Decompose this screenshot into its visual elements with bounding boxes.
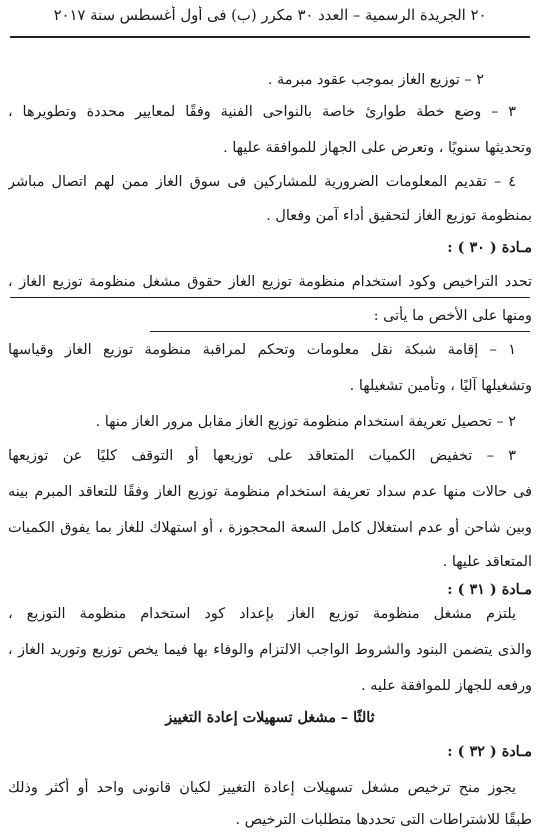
text-line: وتشغيلها آليًا ، وتأمين تشغيلها .	[349, 378, 532, 394]
text-line: تحدد التراخيص وكود استخدام منظومة توزيع الغاز حقوق مشغل منظومة توزيع الغاز ،	[8, 274, 532, 290]
article-heading: مـادة ( ٣١ ) :	[447, 581, 532, 598]
text-line: ٤ – تقديم المعلومات الضرورية للمشاركين فى سوق الغاز ممن لهم اتصال مباشر	[8, 174, 516, 190]
text-line: يجوز منح ترخيص مشغل تسهيلات إعادة التغييز لكيان قانونى واحد أو أكثر وذلك	[8, 780, 516, 796]
article-heading: مـادة ( ٣٠ ) :	[447, 239, 532, 256]
section-heading: ثالثًا – مشغل تسهيلات إعادة التغييز	[165, 709, 375, 726]
text-line: ٣ – تخفيض الكميات المتعاقد على توزيعها أو التوقف كليًا عن توزيعها	[8, 448, 516, 464]
text-line: طبقًا للاشتراطات التى تحددها متطلبات الترخيص .	[235, 812, 532, 828]
text-line: يلتزم مشغل منظومة توزيع الغاز بإعداد كود استخدام منظومة التوزيع ،	[8, 606, 516, 622]
text-line: ٢ – تحصيل تعريفة استخدام منظومة توزيع الغاز مقابل مرور الغاز منها .	[95, 414, 516, 430]
text-line: المتعاقد عليها .	[442, 554, 532, 570]
text-line: وتحديثها سنويًا ، وتعرض على الجهاز للموافقة عليها .	[223, 140, 532, 156]
text-line: بمنظومة توزيع الغاز لتحقيق أداء آمن وفعال .	[266, 208, 532, 224]
page-header: ٢٠ الجريدة الرسمية – العدد ٣٠ مكرر (ب) فى أول أغسطس سنة ٢٠١٧	[53, 7, 487, 24]
text-line: ١ – إقامة شبكة نقل معلومات وتحكم لمراقبة منظومة توزيع الغاز وقياسها	[8, 342, 516, 358]
text-underline	[150, 331, 530, 332]
text-line: ومنها على الأخص ما يأتى :	[373, 308, 532, 324]
text-line: ٣ – وضع خطة طوارئ خاصة بالنواحى الفنية وفقًا لمعايير محددة وتطويرها ،	[8, 104, 516, 120]
header-rule	[10, 36, 530, 38]
text-underline	[10, 297, 530, 298]
text-line: والذى يتضمن البنود والشروط الواجب الالتزام والوفاء بها فيما يخص توزيع وتوريد الغاز ،	[8, 642, 532, 658]
article-heading: مـادة ( ٣٢ ) :	[447, 743, 532, 760]
text-line: ورفعه للجهاز للموافقة عليه .	[361, 678, 532, 694]
text-line: ٢ – توزيع الغاز بموجب عقود مبرمة .	[267, 72, 484, 88]
text-line: وبين شاحن أو عدم استغلال كامل السعة المحجوزة ، أو استهلاك للغاز بما يفوق الكميات	[8, 520, 532, 536]
text-line: فى حالات منها عدم سداد تعريفة استخدام منظومة توزيع الغاز وفقًا للتعاقد المبرم بينه	[8, 484, 532, 500]
